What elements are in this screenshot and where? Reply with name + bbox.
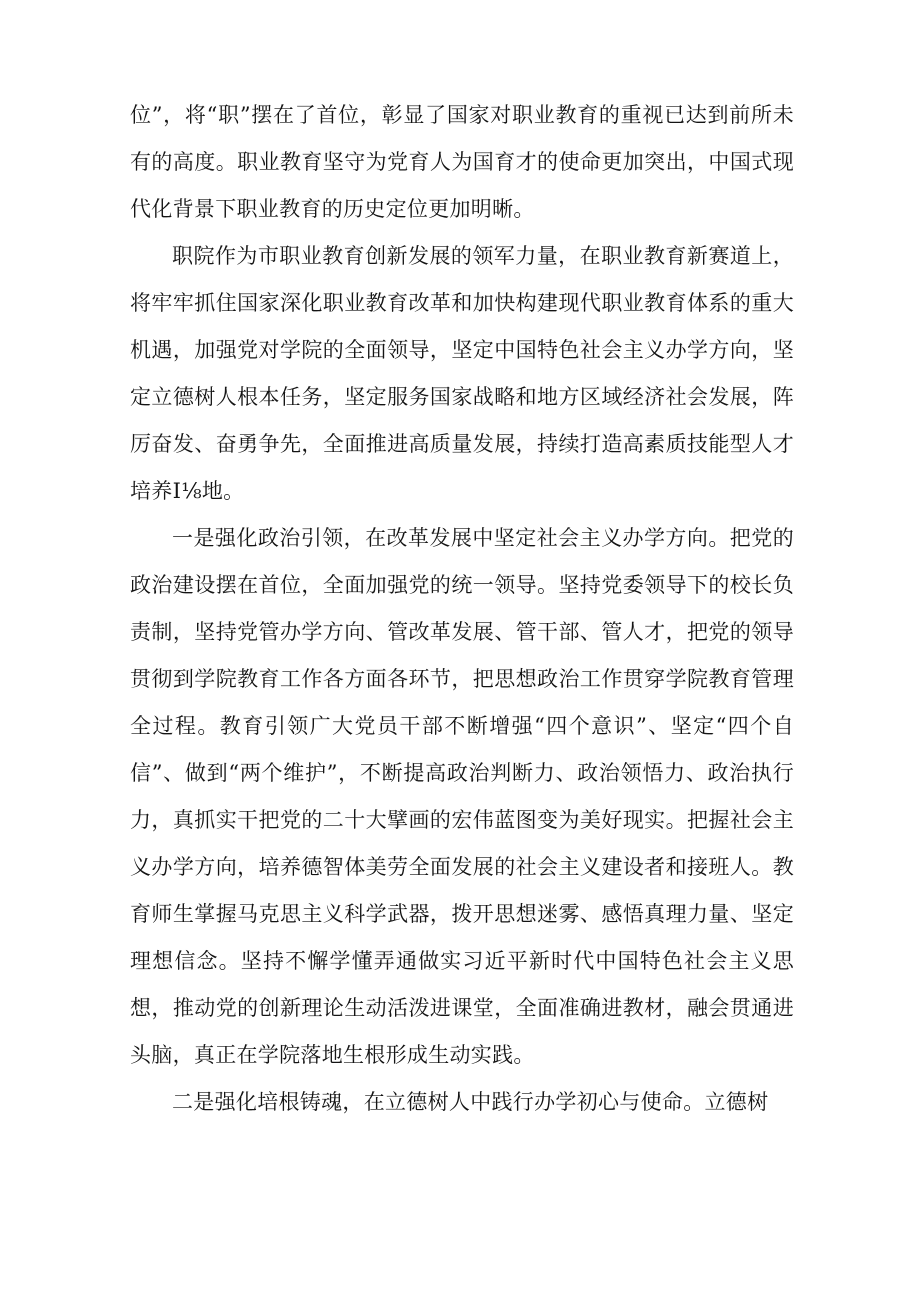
- document-body: [130, 92, 794, 1126]
- paragraph-1: 位”，将“职”摆在了首位，彰显了国家对职业教育的重视已达到前所未有的高度。职业教育坚守为党育人为国育才的使命更加突出，中国式现代化背景下职业教育的历史定位更加明晰。: [130, 103, 794, 221]
- paragraph-4: 二是强化培根铸魂，在立德树人中践行办学初心与使命。立德树: [172, 1090, 769, 1114]
- paragraph-2: 职院作为市职业教育创新发展的领军力量，在职业教育新赛道上，将牢牢抓住国家深化职业教育改革和加快构建现代职业教育体系的重大机遇，加强党对学院的全面领导，坚定中国特色社会主义办学方向，坚定立德树人根本任务，坚定服务国家战略和地方区域经济社会发展，阵厉奋发、奋勇争先，全面推进高质量发展，持续打造高素质技能型人才培养I⅛地。: [130, 244, 794, 503]
- paragraph-3: 一是强化政治引领，在改革发展中坚定社会主义办学方向。把党的政治建设摆在首位，全面加强党的统一领导。坚持党委领导下的校长负责制，坚持党管办学方向、管改革发展、管干部、管人才，把党的领导贯彻到学院教育工作各方面各环节，把思想政治工作贯穿学院教育管理全过程。教育引领广大党员干部不断增强“四个意识”、坚定“四个自信”、做到“两个维护”，不断提高政治判断力、政治领悟力、政治执行力，真抓实干把党的二十大擘画的宏伟蓝图变为美好现实。把握社会主义办学方向，培养德智体美劳全面发展的社会主义建设者和接班人。教育师生掌握马克思主义科学武器，拨开思想迷雾、感悟真理力量、坚定理想信念。坚持不懈学懂弄通做实习近平新时代中国特色社会主义思想，推动党的创新理论生动活泼进课堂，全面准确进教材，融会贯通进头脑，真正在学院落地生根形成生动实践。: [130, 526, 794, 1067]
